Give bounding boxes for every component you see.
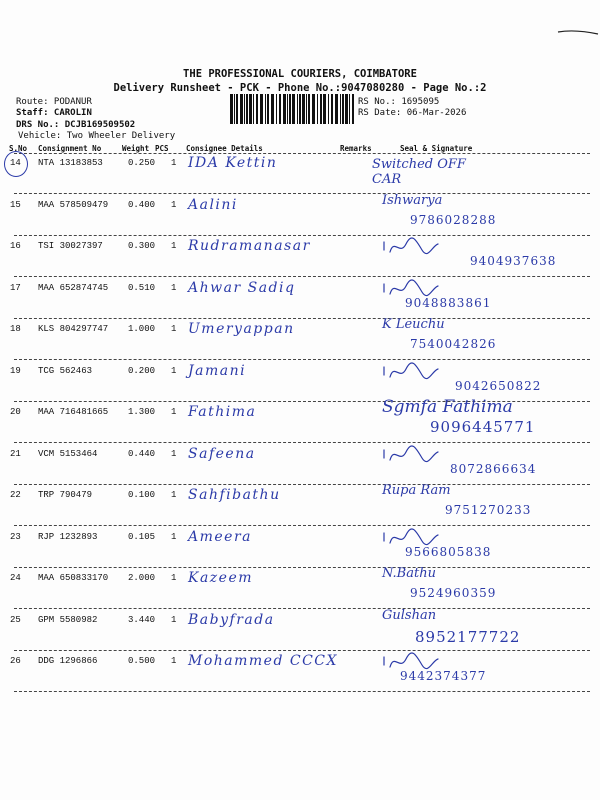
phone-handwriting: 7540042826 bbox=[410, 337, 497, 351]
signature-handwriting: Rupa Ram bbox=[382, 483, 451, 498]
consignee-handwriting: Ahwar Sadiq bbox=[188, 280, 296, 296]
weight: 3.440 bbox=[128, 615, 156, 625]
barcode-bar bbox=[352, 94, 354, 124]
phone-handwriting: 9566805838 bbox=[405, 545, 492, 559]
signature-handwriting: Sgmfa Fathima bbox=[382, 397, 513, 417]
signature-scribble bbox=[380, 444, 440, 466]
weight: 1.000 bbox=[128, 324, 156, 334]
consignee-handwriting: Jamani bbox=[188, 363, 247, 379]
pcs-count: 1 bbox=[171, 532, 177, 542]
barcode-bar bbox=[323, 94, 326, 124]
vehicle: Vehicle: Two Wheeler Delivery bbox=[18, 131, 176, 141]
pcs-count: 1 bbox=[171, 656, 177, 666]
barcode-bar bbox=[244, 94, 245, 124]
company-title: THE PROFESSIONAL COURIERS, COIMBATORE bbox=[183, 68, 417, 80]
weight: 0.250 bbox=[128, 158, 156, 168]
table-row bbox=[0, 531, 600, 569]
pcs-count: 1 bbox=[171, 615, 177, 625]
weight: 0.510 bbox=[128, 283, 156, 293]
barcode-bar bbox=[253, 94, 254, 124]
consignment-number: MAA 578509479 bbox=[38, 200, 109, 210]
barcode-bar bbox=[299, 94, 301, 124]
row-rule bbox=[14, 235, 590, 236]
signature-handwriting: Gulshan bbox=[382, 608, 437, 623]
consignee-handwriting: Safeena bbox=[188, 446, 256, 462]
weight: 0.200 bbox=[128, 366, 156, 376]
barcode-bar bbox=[306, 94, 307, 124]
table-row bbox=[0, 608, 600, 652]
table-row bbox=[0, 157, 600, 195]
consignee-handwriting: Mohammed CCCX bbox=[188, 653, 338, 669]
phone-handwriting: 9751270233 bbox=[445, 503, 532, 517]
consignee-handwriting: Umeryappan bbox=[188, 321, 295, 337]
pcs-count: 1 bbox=[171, 158, 177, 168]
pcs-count: 1 bbox=[171, 573, 177, 583]
barcode-bar bbox=[320, 94, 322, 124]
pcs-count: 1 bbox=[171, 324, 177, 334]
pcs-count: 1 bbox=[171, 283, 177, 293]
pcs-count: 1 bbox=[171, 366, 177, 376]
phone-handwriting: 9048883861 bbox=[405, 296, 492, 310]
row-sno: 19 bbox=[10, 366, 21, 376]
consignment-number: KLS 804297747 bbox=[38, 324, 109, 334]
pcs-count: 1 bbox=[171, 200, 177, 210]
route: Route: PODANUR bbox=[16, 97, 92, 107]
drs-number: DRS No.: DCJB169509502 bbox=[16, 120, 136, 130]
row-sno: 21 bbox=[10, 449, 21, 459]
weight: 0.300 bbox=[128, 241, 156, 251]
consignment-number: VCM 5153464 bbox=[38, 449, 98, 459]
barcode-bar bbox=[236, 94, 238, 124]
table-row bbox=[0, 240, 600, 278]
pcs-count: 1 bbox=[171, 449, 177, 459]
consignee-handwriting: Sahfibathu bbox=[188, 487, 281, 503]
col-remarks: Remarks bbox=[340, 144, 372, 153]
col-weight: Weight bbox=[122, 144, 150, 153]
weight: 0.105 bbox=[128, 532, 156, 542]
row-rule bbox=[14, 650, 590, 651]
barcode-bar bbox=[240, 94, 243, 124]
barcode-bar bbox=[271, 94, 274, 124]
row-rule bbox=[14, 359, 590, 360]
pen-mark bbox=[556, 26, 600, 38]
consignee-handwriting: Aalini bbox=[188, 197, 238, 213]
weight: 0.400 bbox=[128, 200, 156, 210]
row-sno: 20 bbox=[10, 407, 21, 417]
phone-handwriting: 8952177722 bbox=[415, 628, 521, 646]
signature-handwriting: Switched OFF CAR bbox=[372, 157, 466, 187]
phone-handwriting: 9786028288 bbox=[410, 213, 497, 227]
consignee-handwriting: Ameera bbox=[188, 529, 252, 545]
col-consignment: Consignment No bbox=[38, 144, 102, 153]
weight: 1.300 bbox=[128, 407, 156, 417]
row-sno: 15 bbox=[10, 200, 21, 210]
row-rule bbox=[14, 567, 590, 568]
signature-scribble bbox=[380, 236, 440, 258]
col-seal: Seal & Signature bbox=[400, 144, 473, 153]
barcode-bar bbox=[342, 94, 344, 124]
phone-handwriting: 9042650822 bbox=[455, 379, 542, 393]
barcode-bar bbox=[345, 94, 348, 124]
barcode-bar bbox=[302, 94, 305, 124]
consignment-number: TSI 30027397 bbox=[38, 241, 103, 251]
consignment-number: TRP 790479 bbox=[38, 490, 93, 500]
col-sno: S.No bbox=[9, 144, 28, 153]
barcode-bar bbox=[265, 94, 266, 124]
consignee-handwriting: Babyfrada bbox=[188, 612, 275, 628]
row-sno: 16 bbox=[10, 241, 21, 251]
staff: Staff: CAROLIN bbox=[16, 108, 92, 118]
barcode-bar bbox=[335, 94, 338, 124]
phone-handwriting: 9442374377 bbox=[400, 669, 487, 683]
barcode-bar bbox=[234, 94, 235, 124]
weight: 2.000 bbox=[128, 573, 156, 583]
row-rule bbox=[14, 525, 590, 526]
runsheet-subtitle: Delivery Runsheet - PCK - Phone No.:9047080280 - Page No.:2 bbox=[113, 82, 487, 94]
header-rule bbox=[14, 153, 590, 154]
consignee-handwriting: Kazeem bbox=[188, 570, 254, 586]
row-sno: 18 bbox=[10, 324, 21, 334]
consignment-number: MAA 650833170 bbox=[38, 573, 109, 583]
weight: 0.440 bbox=[128, 449, 156, 459]
row-sno: 23 bbox=[10, 532, 21, 542]
barcode-bar bbox=[283, 94, 286, 124]
col-pcs: PCS bbox=[155, 144, 169, 153]
row-sno: 25 bbox=[10, 615, 21, 625]
consignment-number: DDG 1296866 bbox=[38, 656, 98, 666]
signature-handwriting: Ishwarya bbox=[382, 193, 443, 208]
barcode-bar bbox=[328, 94, 329, 124]
row-rule bbox=[14, 193, 590, 194]
row-rule bbox=[14, 442, 590, 443]
barcode-bar bbox=[340, 94, 341, 124]
row-sno: 24 bbox=[10, 573, 21, 583]
barcode bbox=[230, 94, 354, 124]
consignee-handwriting: Rudramanasar bbox=[188, 238, 311, 254]
col-consignee: Consignee Details bbox=[186, 144, 263, 153]
consignment-number: RJP 1232893 bbox=[38, 532, 98, 542]
row-sno: 22 bbox=[10, 490, 21, 500]
row-sno: 17 bbox=[10, 283, 21, 293]
signature-scribble bbox=[380, 361, 440, 383]
barcode-bar bbox=[287, 94, 288, 124]
row-sno: 14 bbox=[10, 158, 21, 168]
barcode-bar bbox=[312, 94, 315, 124]
barcode-bar bbox=[297, 94, 298, 124]
rs-number: RS No.: 1695095 bbox=[358, 97, 440, 107]
barcode-bar bbox=[267, 94, 269, 124]
weight: 0.100 bbox=[128, 490, 156, 500]
table-row bbox=[0, 448, 600, 486]
rs-date: RS Date: 06-Mar-2026 bbox=[358, 108, 467, 118]
barcode-bar bbox=[279, 94, 281, 124]
signature-handwriting: N.Bathu bbox=[382, 566, 436, 581]
consignment-number: MAA 716481665 bbox=[38, 407, 109, 417]
barcode-bar bbox=[246, 94, 248, 124]
barcode-bar bbox=[292, 94, 295, 124]
pcs-count: 1 bbox=[171, 490, 177, 500]
consignee-handwriting: Fathima bbox=[188, 404, 257, 420]
barcode-bar bbox=[308, 94, 310, 124]
row-rule bbox=[14, 608, 590, 609]
consignee-handwriting: IDA Kettin bbox=[188, 155, 278, 171]
phone-handwriting: 9404937638 bbox=[470, 254, 557, 268]
phone-handwriting: 9096445771 bbox=[430, 418, 536, 436]
barcode-bar bbox=[331, 94, 333, 124]
barcode-bar bbox=[289, 94, 291, 124]
barcode-bar bbox=[276, 94, 277, 124]
barcode-bar bbox=[230, 94, 233, 124]
barcode-bar bbox=[256, 94, 258, 124]
row-rule bbox=[14, 691, 590, 692]
table-row bbox=[0, 655, 600, 693]
consignment-number: GPM 5580982 bbox=[38, 615, 98, 625]
table-row bbox=[0, 317, 600, 361]
pcs-count: 1 bbox=[171, 407, 177, 417]
weight: 0.500 bbox=[128, 656, 156, 666]
barcode-bar bbox=[260, 94, 263, 124]
row-sno: 26 bbox=[10, 656, 21, 666]
table-row bbox=[0, 193, 600, 237]
row-rule bbox=[14, 276, 590, 277]
signature-handwriting: K Leuchu bbox=[382, 317, 445, 332]
phone-handwriting: 8072866634 bbox=[450, 462, 537, 476]
consignment-number: NTA 13183853 bbox=[38, 158, 103, 168]
pcs-count: 1 bbox=[171, 241, 177, 251]
row-rule bbox=[14, 484, 590, 485]
row-rule bbox=[14, 318, 590, 319]
consignment-number: MAA 652874745 bbox=[38, 283, 109, 293]
barcode-bar bbox=[249, 94, 252, 124]
consignment-number: TCG 562463 bbox=[38, 366, 93, 376]
phone-handwriting: 9524960359 bbox=[410, 586, 497, 600]
table-row bbox=[0, 397, 600, 444]
barcode-bar bbox=[349, 94, 350, 124]
table-row bbox=[0, 566, 600, 610]
table-row bbox=[0, 282, 600, 320]
barcode-bar bbox=[317, 94, 318, 124]
table-row bbox=[0, 483, 600, 527]
